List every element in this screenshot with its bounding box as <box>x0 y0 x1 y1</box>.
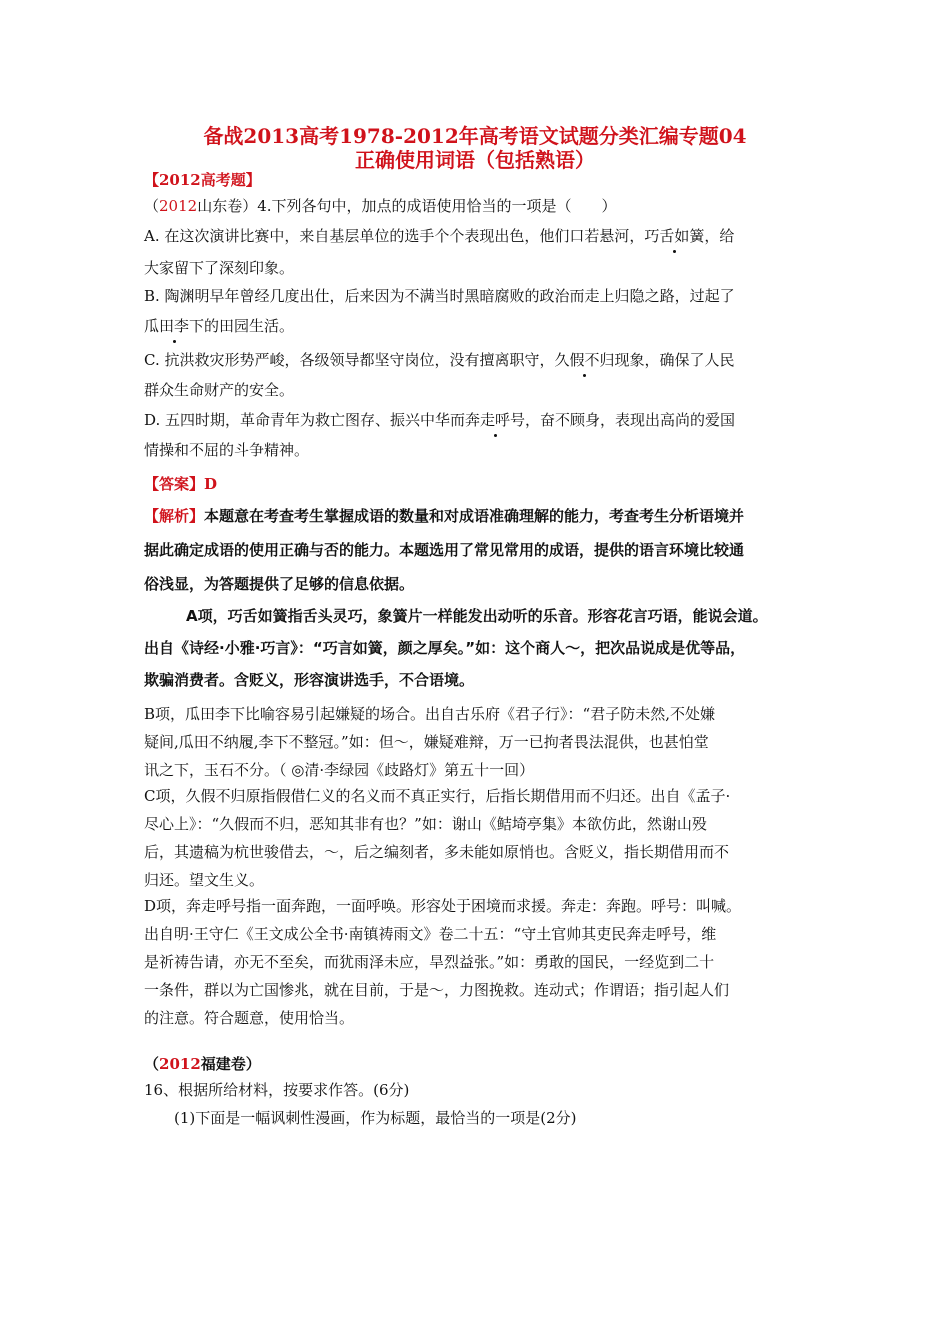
option-b-line2 <box>144 316 294 336</box>
question-2-source <box>144 1054 261 1074</box>
option-c-line1 <box>144 350 735 370</box>
analysis-line2: 据此确定成语的使用正确与否的能力。本题选用了常见常用的成语，提供的语言环境比较通 <box>144 541 745 559</box>
option-d-idiom: 奔走呼号 <box>465 411 526 429</box>
analysis-text-1: 本题意在考查考生掌握成语的数量和对成语准确理解的能力，考查考生分析语境并 <box>204 507 745 525</box>
analysis-d-line4: 一条件，群以为亡国惨兆，就在目前，于是～，力图挽救。连动式；作谓语；指引起人们 <box>144 981 730 999</box>
analysis-line3: 俗浅显，为答题提供了足够的信息依据。 <box>144 575 415 593</box>
analysis-line1 <box>144 506 744 526</box>
option-a-line1 <box>144 226 734 246</box>
answer-line <box>144 474 217 494</box>
analysis-c-line3: 后，其遗稿为杭世骏借去，～，后之编刻者，多未能如原悄也。含贬义，指长期借用而不 <box>144 843 730 861</box>
analysis-c-line1: C项，久假不归原指假借仁义的名义而不真正实行，后指长期借用而不归还。出自《孟子· <box>144 787 731 805</box>
document-title-line2: 正确使用词语（包括熟语） <box>355 148 595 172</box>
analysis-d-line2: 出自明·王守仁《王文成公全书·南镇祷雨文》卷二十五：“守土官帅其吏民奔走呼号，维 <box>144 925 717 943</box>
analysis-c-line2: 尽心上》：“久假而不归，恶知其非有也？”如：谢山《鲒埼亭集》本欲仿此，然谢山殁 <box>144 815 707 833</box>
option-a-idiom: 巧舌如簧 <box>644 227 705 245</box>
analysis-a-line3: 欺骗消费者。含贬义，形容演讲选手，不合语境。 <box>144 671 475 689</box>
option-d-text: D. 五四时期，革命青年为救亡图存、振兴中华而 <box>144 411 466 429</box>
section-header: 【2012高考题】 <box>144 171 261 189</box>
analysis-b-line3: 讯之下，玉石不分。（ ◎清·李绿园《歧路灯》第五十一回） <box>144 761 535 779</box>
option-a-text-end: ，给 <box>704 227 735 245</box>
option-d-text-end: ，奋不顾身，表现出高尚的爱国 <box>525 411 736 429</box>
question-2-year: 2012 <box>159 1055 201 1073</box>
analysis-b-line1: B项，瓜田李下比喻容易引起嫌疑的场合。出自古乐府《君子行》：“君子防未然,不处嫌 <box>144 705 715 723</box>
analysis-c-line4: 归还。望文生义。 <box>144 871 265 889</box>
option-b-text-end: 的田园生活。 <box>204 317 295 335</box>
question-2-source-open: （ <box>144 1055 160 1073</box>
question-2-line2: (1)下面是一幅讽刺性漫画，作为标题，最恰当的一项是(2分) <box>174 1109 577 1127</box>
analysis-a-line2: 出自《诗经·小雅·巧言》：“巧言如簧，颜之厚矣。”如：这个商人～，把次品说成是优等品， <box>144 639 746 657</box>
option-c-line2: 群众生命财产的安全。 <box>144 381 295 399</box>
question-1-year: 2012 <box>159 197 198 215</box>
option-a-line2: 大家留下了深刻印象。 <box>144 259 295 277</box>
analysis-d-line5: 的注意。符合题意，使用恰当。 <box>144 1009 355 1027</box>
analysis-label: 【解析】 <box>144 507 205 525</box>
answer-label: 【答案】 <box>144 475 205 493</box>
question-2-line1: 16、根据所给材料，按要求作答。(6分) <box>144 1081 410 1099</box>
option-c-text-end: 现象，确保了人民 <box>614 351 735 369</box>
question-2-source-text: 福建卷） <box>200 1055 261 1073</box>
analysis-d-line3: 是祈祷告请，亦无不至矣，而犹雨泽未应，旱烈益张。”如：勇敢的国民，一经览到二十 <box>144 953 715 971</box>
option-a-text: A. 在这次演讲比赛中，来自基层单位的选手个个表现出色，他们口若悬河， <box>144 227 645 245</box>
answer-value: D <box>204 475 218 493</box>
option-d-line2: 情操和不屈的斗争精神。 <box>144 441 310 459</box>
analysis-a-line1: A项，巧舌如簧指舌头灵巧，象簧片一样能发出动听的乐音。形容花言巧语，能说会道。 <box>186 607 768 625</box>
option-c-text: C. 抗洪救灾形势严峻，各级领导都坚守岗位，没有擅离职守， <box>144 351 555 369</box>
option-b-line1: B. 陶渊明早年曾经几度出仕，后来因为不满当时黑暗腐败的政治而走上归隐之路，过起了 <box>144 287 735 305</box>
analysis-b-line2: 疑间,瓜田不纳履,李下不整冠。”如：但～，嫌疑难辩，万一已拘者畏法混供，也甚怕堂 <box>144 733 709 751</box>
option-c-idiom: 久假不归 <box>554 351 615 369</box>
option-b-idiom: 瓜田李下 <box>144 317 205 335</box>
question-1-stem-text: 山东卷）4.下列各句中，加点的成语使用恰当的一项是（ ） <box>197 197 617 215</box>
question-1-stem: （2012山东卷）4.下列各句中，加点的成语使用恰当的一项是（ ） <box>144 197 617 215</box>
analysis-d-line1: D项，奔走呼号指一面奔跑，一面呼唤。形容处于困境而求援。奔走：奔跑。呼号：叫喊。 <box>144 897 742 915</box>
option-d-line1 <box>144 410 735 430</box>
document-title-line1: 备战2013高考1978-2012年高考语文试题分类汇编专题04 <box>203 124 747 148</box>
